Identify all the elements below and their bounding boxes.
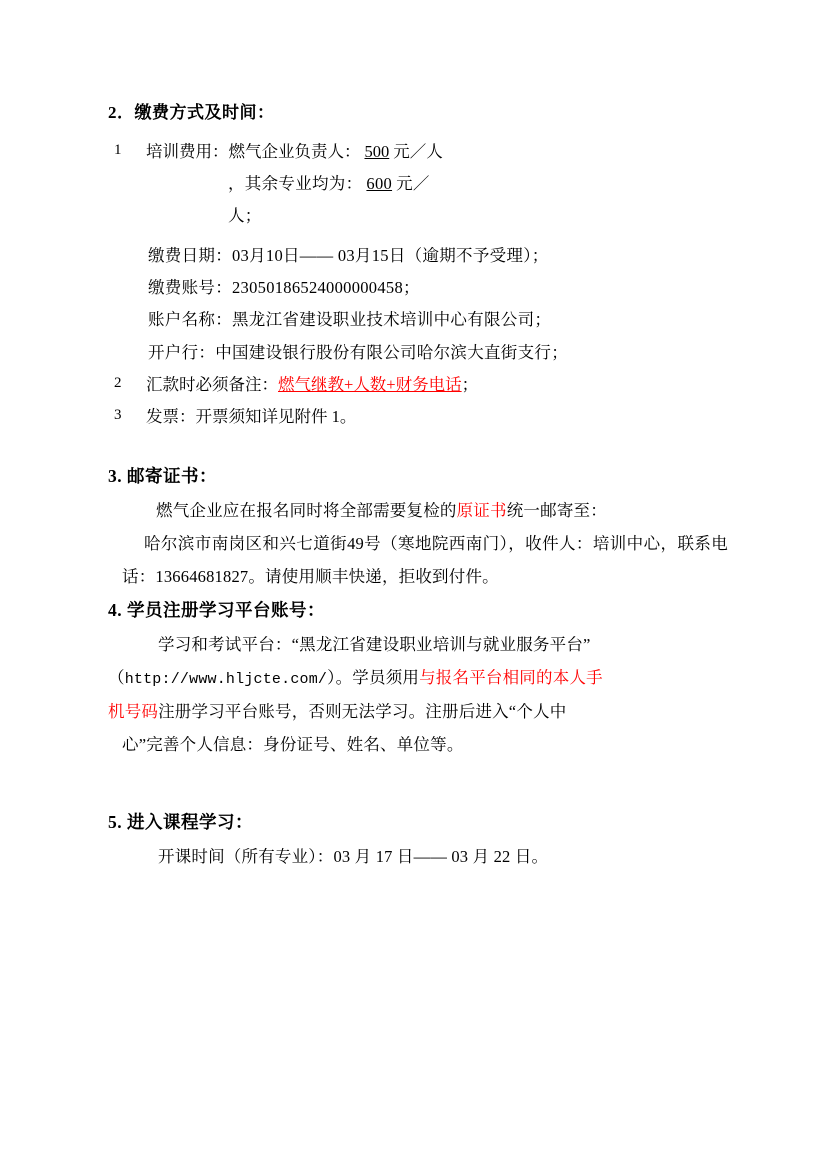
fee-amount-leader: 500: [364, 141, 390, 161]
phone-rule-highlight-2: 机号码: [108, 702, 159, 722]
url-paren-close: ）。学员须用: [327, 668, 420, 688]
mail-text-before: 燃气企业应在报名同时将全部需要复检的: [156, 501, 457, 521]
spacer: [108, 433, 728, 463]
remark-highlight: 燃气继教+人数+财务电话: [278, 374, 462, 394]
bank-branch-line: 开户行：中国建设银行股份有限公司哈尔滨大直街支行；: [148, 342, 568, 362]
section-2-item-1-line2: [108, 168, 728, 200]
item-body: 发票：开票须知详见附件 1。: [146, 406, 357, 426]
url-paren-open: （: [108, 668, 125, 688]
item-ordinal: 1: [114, 141, 122, 158]
section-4-paragraph-c: [108, 695, 728, 728]
section-3-paragraph-2: 哈尔滨市南岗区和兴七道街49号（寒地院西南门），收件人：培训中心，联系电话：13664681827。请使用顺丰快递，拒收到付件。: [122, 534, 728, 587]
remark-label: 汇款时必须备注：: [146, 374, 278, 394]
item-ordinal: 2: [114, 374, 122, 391]
section-4-paragraph-b: [108, 661, 728, 695]
document-body: [108, 100, 728, 873]
fee-other-label: ，其余专业均为：: [228, 173, 363, 193]
spacer: [108, 791, 728, 809]
section-4-paragraph-d: 心”完善个人信息：身份证号、姓名、单位等。: [122, 735, 464, 755]
remark-tail: ；: [461, 374, 479, 394]
section-3-heading: 3. 邮寄证书：: [108, 466, 217, 487]
section-4-heading: 4. 学员注册学习平台账号：: [108, 600, 325, 621]
section-5-paragraph: 开课时间（所有专业）：03 月 17 日—— 03 月 22 日。: [158, 847, 549, 867]
fee-amount-other: 600: [366, 173, 393, 193]
fee-unit-other: 元／: [396, 173, 430, 193]
fee-unit-tail: 人；: [228, 205, 262, 225]
account-name-line: 账户名称：黑龙江省建设职业技术培训中心有限公司；: [148, 310, 552, 330]
item-body: [146, 369, 728, 401]
section-2-item-1-line3: [108, 200, 728, 232]
mail-highlight: 原证书: [456, 501, 507, 521]
section-4-paragraph-a: 学习和考试平台：“黑龙江省建设职业培训与就业服务平台”: [158, 635, 591, 655]
payment-account-line: 缴费账号：23050186524000000458；: [148, 278, 420, 298]
section-2-item-3: [108, 401, 728, 433]
spacer: [108, 232, 728, 240]
section-5-heading: 5. 进入课程学习：: [108, 812, 253, 833]
item-body: [146, 136, 728, 168]
fee-unit-leader: 元／人: [393, 141, 443, 161]
section-2-heading: 2．缴费方式及时间：: [108, 103, 275, 122]
section-2-item-1: [108, 136, 728, 168]
item-ordinal: 3: [114, 406, 122, 423]
payment-date-line: 缴费日期：03月10日—— 03月15日（逾期不予受理）；: [148, 246, 549, 266]
register-rest: 注册学习平台账号，否则无法学习。注册后进入“个人中: [158, 702, 567, 722]
fee-label: 培训费用：燃气企业负责人：: [146, 141, 361, 161]
spacer: [108, 761, 728, 791]
platform-url[interactable]: http://www.hljcte.com/: [124, 671, 328, 689]
section-3-paragraph-1: [108, 494, 728, 527]
phone-rule-highlight-1: 与报名平台相同的本人手: [419, 668, 603, 688]
section-2-item-2: [108, 369, 728, 401]
mail-text-after: 统一邮寄至：: [506, 501, 607, 521]
